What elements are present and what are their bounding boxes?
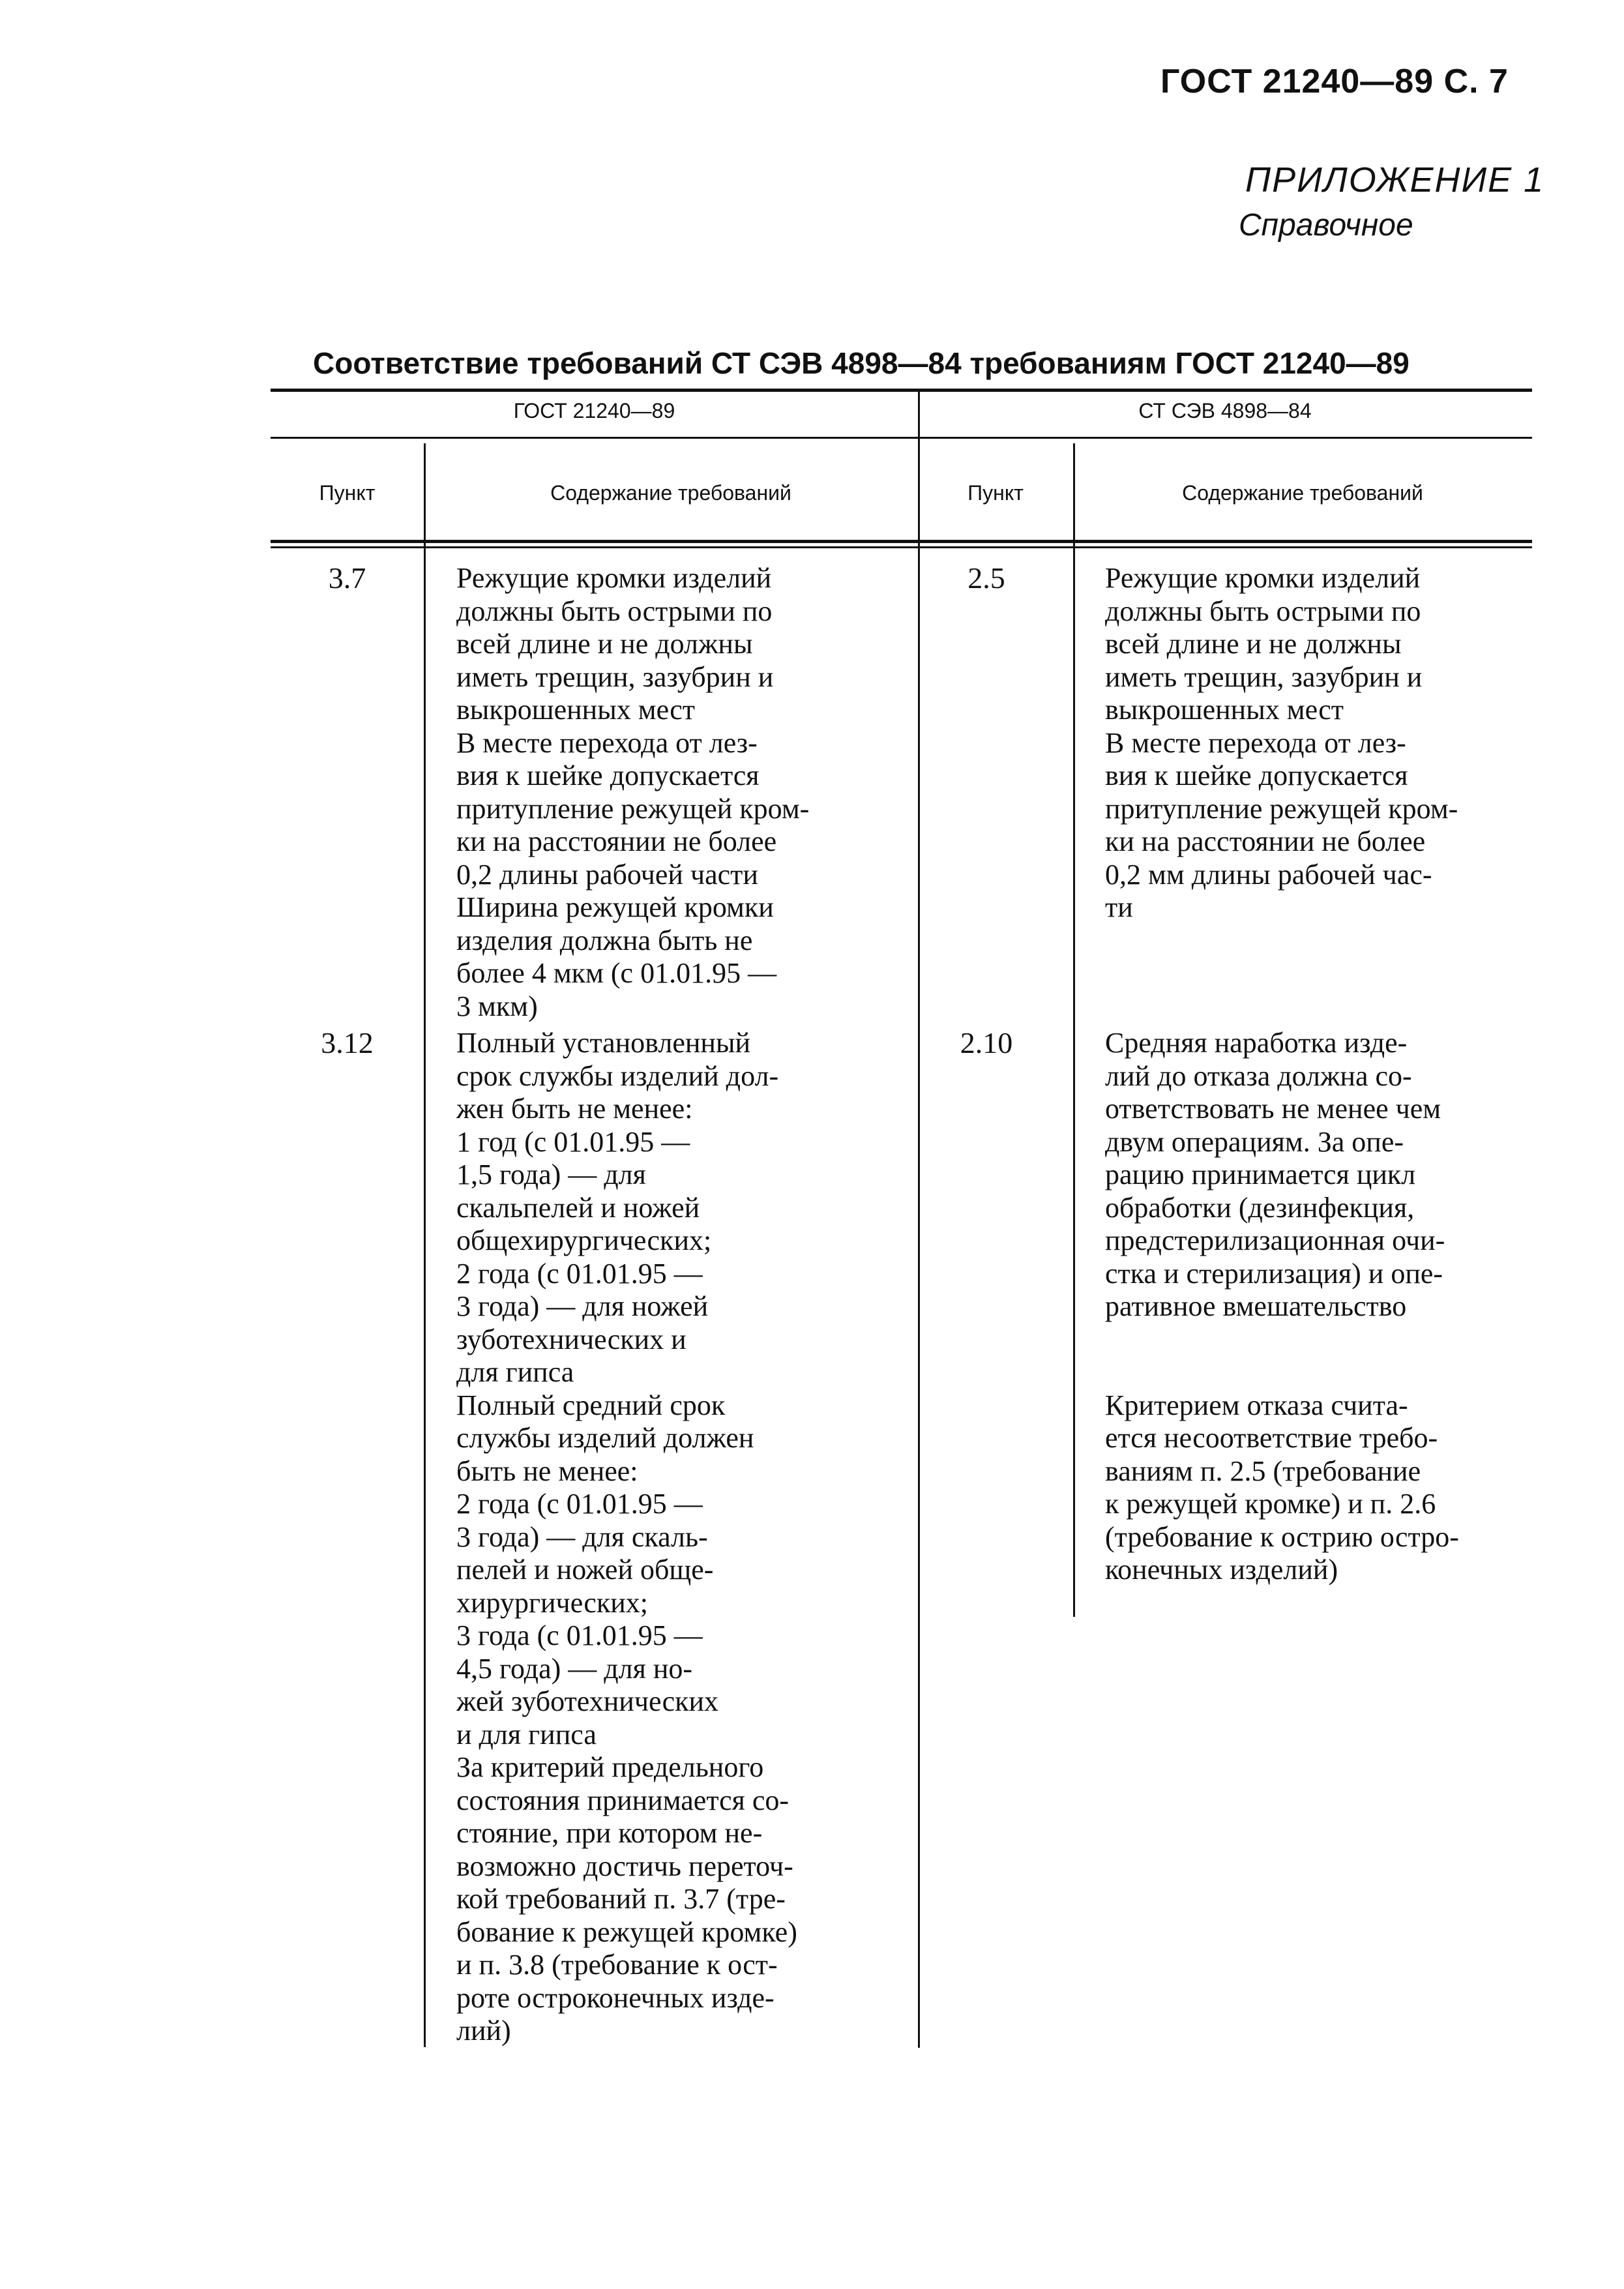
column-header-gost-point: Пункт — [319, 481, 376, 505]
column-header-sev-point: Пункт — [967, 481, 1024, 505]
gost-requirement-text: Режущие кромки изделий должны быть острыми по всей длине и не должны иметь трещин, зазубрин и выкрошенных мест В месте перехода от лез- вия к шейке допускается притупление режущей кром- ки на расстоянии не более 0,2 длины рабочей части Ширина режущей кромки изделия должна быть не более 4 мкм (с 01.01.95 — 3 мкм) — [456, 562, 810, 1022]
table-title: Соответствие требований СТ СЭВ 4898—84 требованиям ГОСТ 21240—89 — [313, 346, 1410, 380]
appendix-subtitle: Справочное — [1239, 208, 1413, 243]
gost-requirement-text: Полный установленный срок службы изделий дол- жен быть не менее: 1 год (с 01.01.95 — 1,5 года) — для скальпелей и ножей общехирургических; 2 года (с 01.01.95 — 3 года) — для ножей зуботехнических и для гипса Полный средний срок службы изделий должен быть не менее: 2 года (с 01.01.95 — 3 года) — для скаль- пелей и ножей обще- хирургических; 3 года (с 01.01.95 — 4,5 года) — для но- жей зуботехнических и для гипса За критерий предельного состояния принимается со- стояние, при котором не- возможно достичь переточ- кой требований п. 3.7 (тре- бование к режущей кромке) и п. 3.8 (требование к ост- роте остроконечных изде- лий) — [456, 1027, 797, 2046]
appendix-title: ПРИЛОЖЕНИЕ 1 — [1245, 160, 1545, 199]
group-header-sev: СТ СЭВ 4898—84 — [1138, 399, 1312, 422]
sev-requirement-text: Средняя наработка изде- лий до отказа должна со- ответствовать не менее чем двум операциям. За опе- рацию принимается цикл обработки (дезинфекция, предстерилизационная очи- стка и стерилизация) и опе- ративное вмешательство Критерием отказа счита- ется несоответствие требо- ваниям п. 2.5 (требование к режущей кромке) и п. 2.6 (требование к острию остро- конечных изделий) — [1105, 1027, 1459, 1586]
gost-point-cell: 3.12 — [321, 1026, 374, 1059]
sev-requirement-text: Режущие кромки изделий должны быть острыми по всей длине и не должны иметь трещин, зазубрин и выкрошенных мест В месте перехода от лез- вия к шейке допускается притупление режущей кром- ки на расстоянии не более 0,2 мм длины рабочей час- ти — [1105, 562, 1458, 923]
column-header-sev-text: Содержание требований — [1182, 481, 1423, 505]
sev-point-cell: 2.5 — [967, 561, 1005, 595]
gost-point-cell: 3.7 — [328, 561, 366, 595]
group-header-gost: ГОСТ 21240—89 — [513, 399, 675, 422]
sev-point-cell: 2.10 — [960, 1026, 1013, 1059]
column-header-gost-text: Содержание требований — [550, 481, 791, 505]
running-head: ГОСТ 21240—89 С. 7 — [1160, 63, 1509, 100]
